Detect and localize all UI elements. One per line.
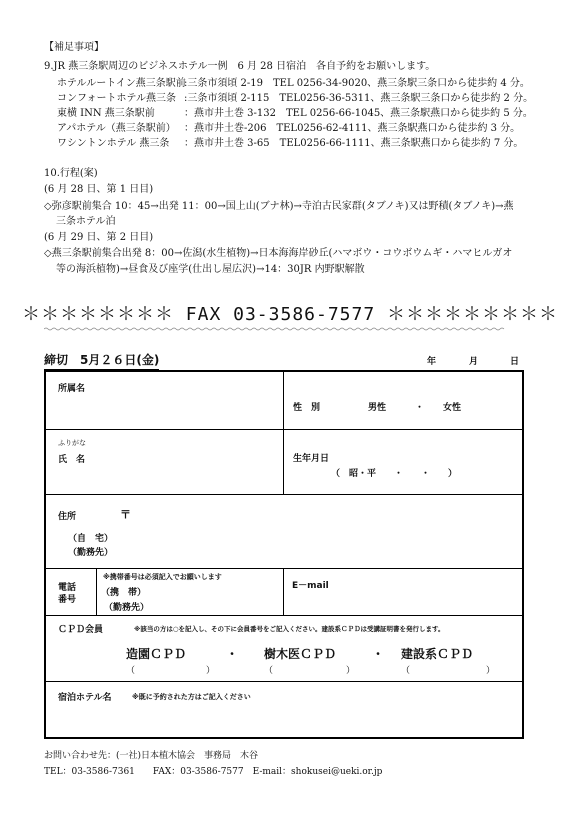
address-field[interactable] (136, 502, 516, 564)
contact-info: お問い合わせ先：(一社)日本植木協会 事務局 木谷 (44, 751, 259, 761)
birthdate-field[interactable]: （ 昭・平 ・ ・ ） (331, 469, 458, 479)
day1-itinerary: ◇弥彦駅前集合 10：45→出発 11：00→国上山(ブナ林)→寺泊古民家群(タブノキ)又は野積(タブノキ)→燕 (44, 201, 514, 212)
hotel-name-field[interactable] (58, 704, 514, 734)
hotel-name-label: 宿泊ホテル名 (58, 693, 112, 703)
hotel-detail: ：燕市井土巻 3-65 TEL0256-66-1111、燕三条駅燕口から徒歩約 7 分。 (184, 138, 524, 149)
row-divider (46, 615, 522, 616)
wavy-divider (44, 327, 506, 331)
item9-title: 9.JR 燕三条駅周辺のビジネスホテル一例 6 月 28 日宿泊 各自予約をお願いします。 (44, 61, 436, 72)
postal-mark: 〒 (120, 508, 131, 521)
address-home: （自 宅） (68, 534, 114, 544)
cpd-construction[interactable]: 建設系ＣＰＤ (401, 647, 474, 661)
gender-female-option[interactable]: 女性 (443, 403, 462, 413)
supplement-header: 【補足事項】 (44, 42, 104, 53)
hotel-detail: :三条市須頃 2-115 TEL0256-36-5311、燕三条駅三条口から徒歩約 2 分。 (184, 93, 534, 104)
hotel-detail: ：燕市井土巻 3-132 TEL 0256-66-1045、燕三条駅燕口から徒歩約 5 分。 (184, 108, 533, 119)
row-divider (46, 568, 522, 569)
date-day-label: 日 (510, 357, 520, 367)
cpd-number-open: （ (264, 666, 274, 676)
phone-note: ※携帯番号は必須記入でお願いします (103, 573, 222, 581)
affiliation-field[interactable] (56, 394, 276, 426)
column-divider (283, 372, 284, 494)
affiliation-label: 所属名 (58, 384, 86, 394)
gender-male-option[interactable]: 男性 (368, 403, 387, 413)
birthdate-label: 生年月日 (293, 454, 330, 464)
fax-number-banner: ＊＊＊＊＊＊＊＊ FAX 03-3586-7577 ＊＊＊＊＊＊＊＊＊ (21, 304, 559, 325)
phone-mobile[interactable]: （携 帯） (101, 588, 147, 598)
day2-header: (6 月 29 日、第 2 日目) (44, 232, 154, 243)
email-field[interactable] (292, 592, 517, 612)
deadline: 締切 5月２６日(金) (44, 351, 159, 370)
furigana-label: ふりがな (58, 439, 86, 447)
cpd-number-open: （ (126, 666, 136, 676)
hotel-name: コンフォートホテル燕三条 (57, 93, 176, 104)
date-year-label: 年 (427, 357, 437, 367)
name-label: 氏 名 (58, 455, 86, 465)
cpd-arborist[interactable]: 樹木医ＣＰＤ (264, 647, 337, 661)
phone-label-line1: 電話 (58, 583, 77, 593)
name-field[interactable] (106, 434, 276, 490)
row-divider (46, 681, 522, 682)
phone-label-line2: 番号 (58, 595, 77, 605)
day2-itinerary-cont: 等の海浜植物)→昼食及び座学(仕出し屋広沢)→14：30JR 内野駅解散 (56, 264, 365, 275)
address-label: 住所 (58, 512, 77, 522)
hotel-name: ホテルルートイン燕三条駅前 (57, 78, 186, 89)
contact-tel-fax-email: TEL：03-3586-7361 FAX：03-3586-7577 E-mail：shokusei@ueki.or.jp (44, 767, 383, 777)
date-month-label: 月 (469, 357, 479, 367)
registration-form (44, 370, 524, 739)
hotel-name-note: ※既に予約された方はご記入ください (132, 693, 251, 701)
cpd-separator: ・ (226, 647, 239, 661)
cpd-number-close: ） (346, 666, 356, 676)
cpd-number-open: （ (401, 666, 411, 676)
cpd-landscape[interactable]: 造園ＣＰＤ (126, 647, 187, 661)
cpd-label: ＣＰＤ会員 (58, 625, 104, 635)
phone-office[interactable]: （勤務先） (104, 603, 150, 613)
hotel-detail: :三条市須頃 2-19 TEL 0256-34-9020、燕三条駅三条口から徒歩約 4 分。 (184, 78, 530, 89)
row-divider (46, 429, 522, 430)
row-divider (46, 494, 522, 495)
day1-header: (6 月 28 日、第 1 日目) (44, 184, 154, 195)
address-office: （勤務先） (68, 548, 114, 558)
hotel-name: アパホテル（燕三条駅前） (57, 123, 176, 134)
hotel-list (57, 74, 537, 150)
hotel-name: ワシントンホテル 燕三条 (57, 138, 170, 149)
column-divider (96, 568, 97, 615)
hotel-name: 東横 INN 燕三条駅前 (57, 108, 155, 119)
gender-separator: ・ (415, 403, 425, 413)
email-label: E－mail (292, 581, 329, 591)
day2-itinerary: ◇燕三条駅前集合出発 8：00→佐潟(水生植物)→日本海海岸砂丘(ハマボウ・コウボウムギ・ハマヒルガオ (44, 248, 513, 259)
hotel-detail: ：燕市井土巻-206 TEL0256-62-4111、燕三条駅燕口から徒歩約 3 分。 (184, 123, 521, 134)
day1-itinerary-cont: 三条ホテル泊 (56, 216, 116, 227)
gender-label: 性 別 (293, 403, 321, 413)
cpd-separator: ・ (372, 647, 385, 661)
cpd-number-close: ） (206, 666, 216, 676)
item10-title: 10.行程(案) (44, 168, 98, 179)
cpd-number-close: ） (486, 666, 496, 676)
cpd-note: ※該当の方は○を記入し、その下に会員番号をご記入ください。建設系ＣＰＤは受講証明書を発行します。 (134, 625, 445, 633)
column-divider (283, 568, 284, 615)
